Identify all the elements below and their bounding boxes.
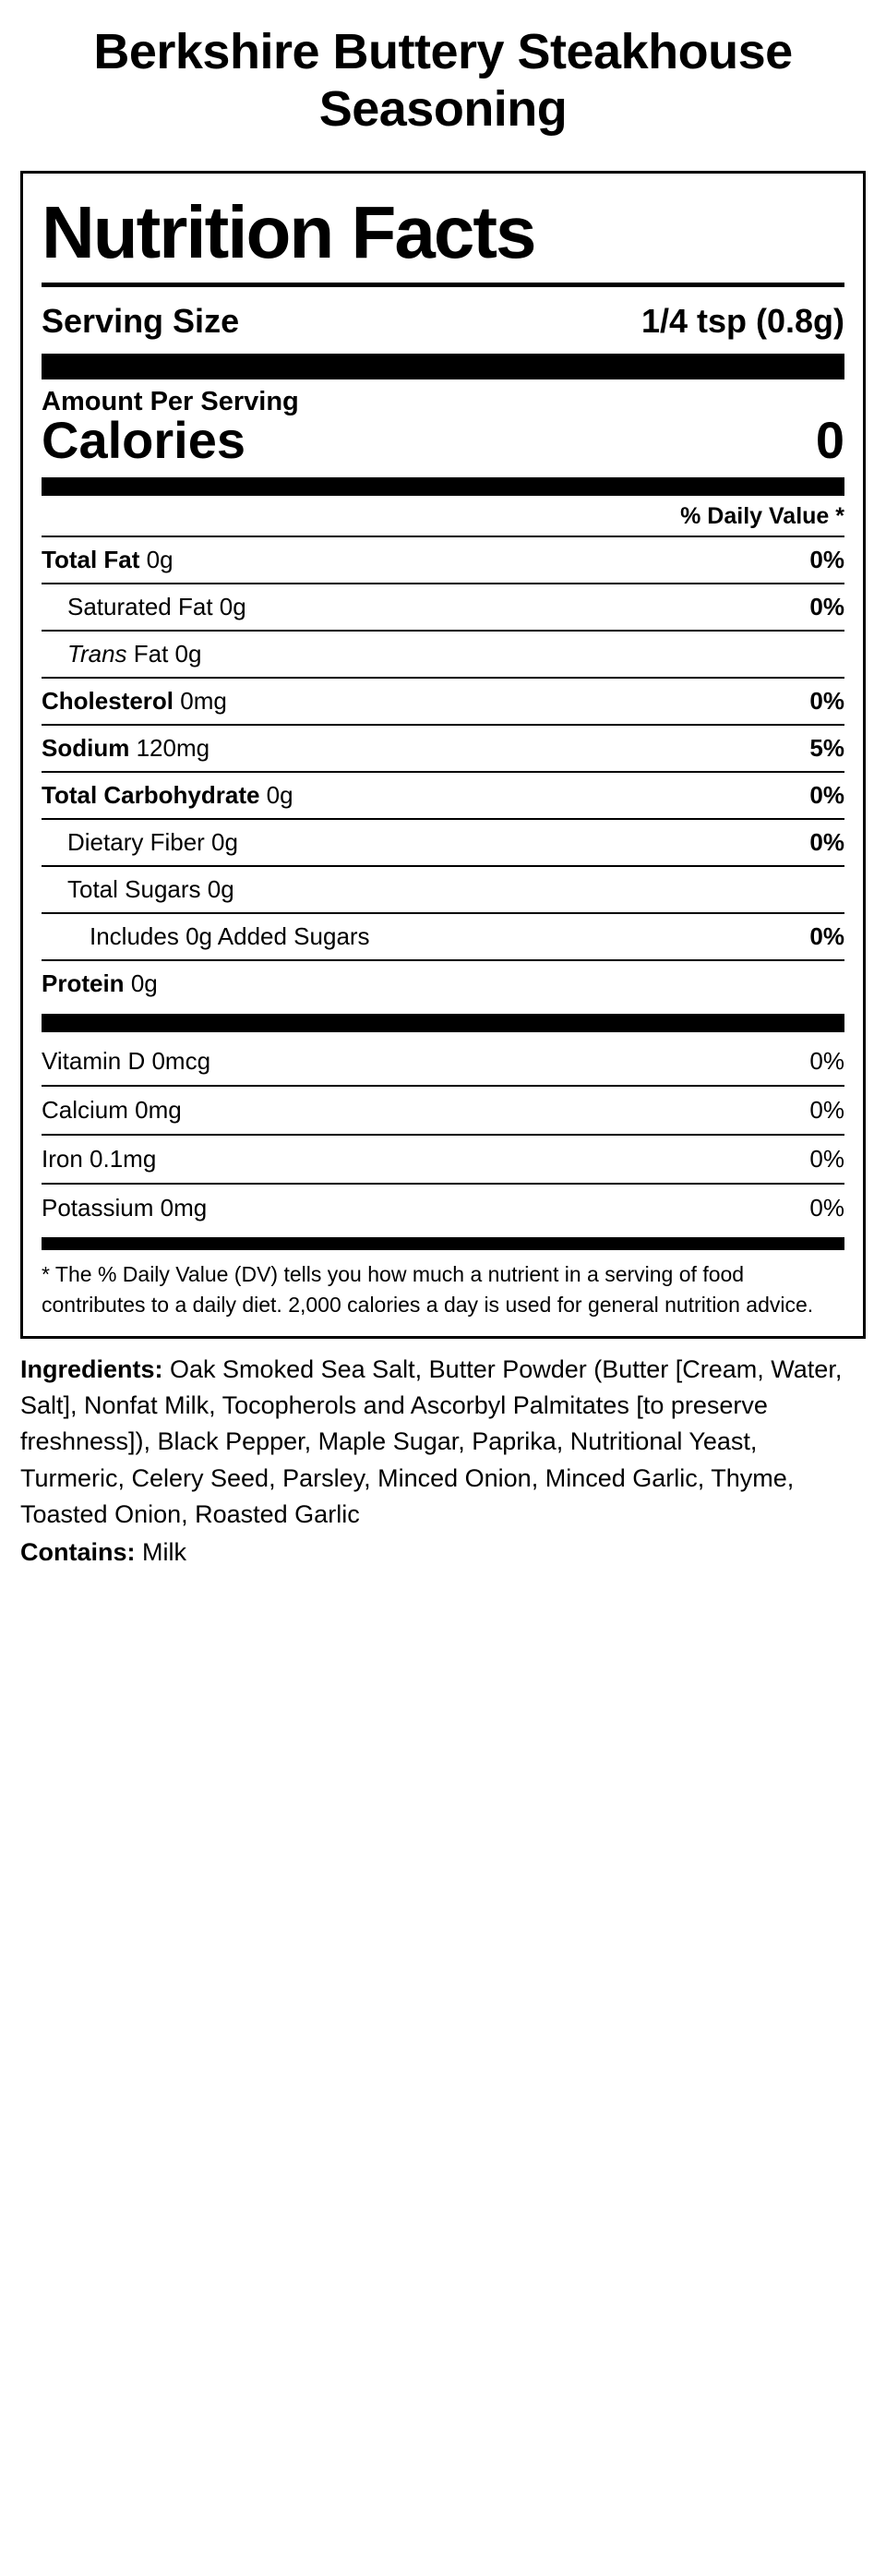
iron-label: Iron 0.1mg (42, 1144, 157, 1173)
dietary-fiber-dv: 0% (809, 827, 844, 856)
daily-value-header: % Daily Value * (680, 502, 844, 529)
sodium-dv: 5% (809, 733, 844, 762)
calcium-label: Calcium 0mg (42, 1095, 182, 1124)
protein-label: Protein (42, 969, 125, 997)
row-total-fat (42, 536, 844, 583)
row-dietary-fiber (42, 818, 844, 865)
row-vitamin-d (42, 1038, 844, 1085)
iron-dv: 0% (809, 1144, 844, 1173)
protein-amount: 0g (130, 969, 158, 997)
row-total-carbohydrate (42, 771, 844, 818)
total-sugars-label: Total Sugars 0g (67, 874, 234, 903)
nutrition-facts-heading: Nutrition Facts (42, 191, 535, 274)
cholesterol-label: Cholesterol (42, 686, 174, 715)
cholesterol-dv: 0% (809, 686, 844, 715)
serving-size-row (42, 287, 844, 346)
total-fat-dv: 0% (809, 545, 844, 573)
ingredients-section (20, 1339, 866, 1533)
added-sugars-label: Includes 0g Added Sugars (90, 921, 370, 950)
row-cholesterol (42, 677, 844, 724)
sodium-amount: 120mg (136, 733, 210, 762)
calories-row (42, 411, 844, 470)
saturated-fat-dv: 0% (809, 592, 844, 620)
row-iron (42, 1134, 844, 1183)
divider-thick-footnote (42, 1237, 844, 1250)
saturated-fat-label: Saturated Fat 0g (67, 592, 246, 620)
trans-fat-italic-label: Trans (67, 639, 127, 668)
nutrition-facts-panel (20, 171, 866, 1339)
contains-label: Contains: (20, 1537, 136, 1566)
cholesterol-amount: 0mg (180, 686, 227, 715)
serving-size-value: 1/4 tsp (0.8g) (641, 302, 844, 341)
dietary-fiber-label: Dietary Fiber 0g (67, 827, 238, 856)
row-added-sugars (42, 912, 844, 959)
contains-section (20, 1533, 866, 1571)
vitamin-d-label: Vitamin D 0mcg (42, 1046, 211, 1075)
daily-value-footnote: * The % Daily Value (DV) tells you how much a nutrient in a serving of food contributes to a daily diet. 2,000 calories a day is used for general nutrition advice. (42, 1261, 814, 1317)
divider-thick-vitamins (42, 1014, 844, 1032)
row-calcium (42, 1085, 844, 1134)
contains-text: Milk (142, 1537, 187, 1566)
row-potassium (42, 1183, 844, 1232)
total-carbohydrate-label: Total Carbohydrate (42, 780, 260, 809)
ingredients-label: Ingredients: (20, 1355, 163, 1384)
potassium-dv: 0% (809, 1193, 844, 1222)
row-sodium (42, 724, 844, 771)
total-carbohydrate-amount: 0g (266, 780, 293, 809)
total-carbohydrate-dv: 0% (809, 780, 844, 809)
sodium-label: Sodium (42, 733, 130, 762)
row-saturated-fat (42, 583, 844, 630)
row-protein (42, 959, 844, 1006)
added-sugars-dv: 0% (809, 921, 844, 950)
divider-thick-calories (42, 477, 844, 496)
calcium-dv: 0% (809, 1095, 844, 1124)
vitamin-d-dv: 0% (809, 1046, 844, 1075)
potassium-label: Potassium 0mg (42, 1193, 208, 1222)
row-trans-fat (42, 630, 844, 677)
total-fat-amount: 0g (146, 545, 174, 573)
total-fat-label: Total Fat (42, 545, 140, 573)
calories-value: 0 (815, 411, 844, 470)
ingredients-text: Oak Smoked Sea Salt, Butter Powder (Butter [Cream, Water, Salt], Nonfat Milk, Tocopherols and Ascorbyl Palmitates [to preserve freshness]), Black Pepper, Maple Sugar, Paprika, Nutritional Yeast, Turmeric, Celery Seed, Parsley, Minced Onion, Minced Garlic, Thyme, Toasted Onion, Roasted Garlic (20, 1355, 843, 1528)
amount-per-serving-label: Amount Per Serving (42, 387, 299, 417)
trans-fat-amount: Fat 0g (133, 639, 202, 668)
calories-label: Calories (42, 411, 245, 470)
divider-thick-top (42, 354, 844, 379)
row-total-sugars (42, 865, 844, 912)
serving-size-label: Serving Size (42, 302, 240, 341)
page-title: Berkshire Buttery Steakhouse Seasoning (93, 24, 793, 137)
